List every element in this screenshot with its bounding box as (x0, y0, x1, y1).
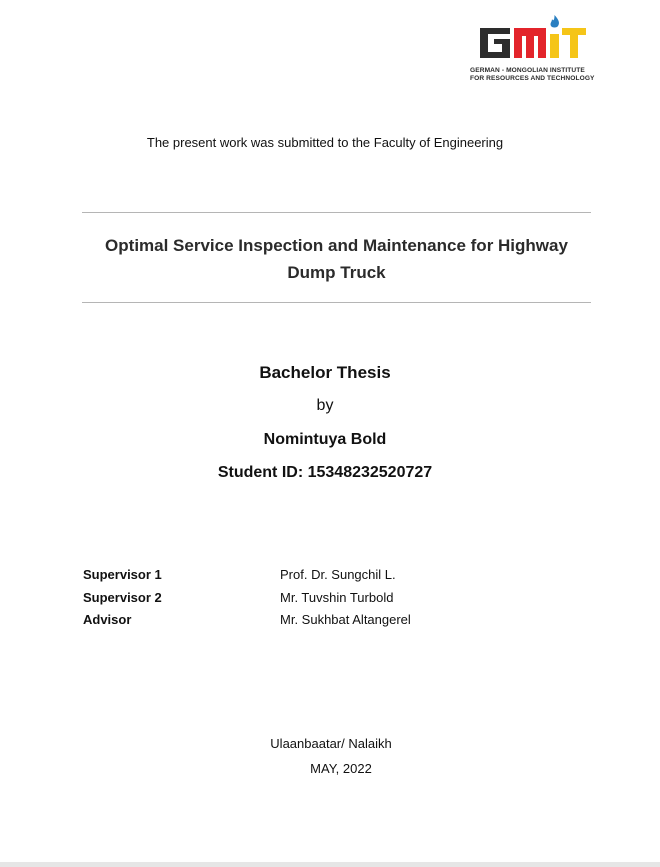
logo-caption-line-2: FOR RESOURCES AND TECHNOLOGY (470, 75, 595, 83)
title-top-divider (82, 212, 591, 213)
advisor-name: Mr. Sukhbat Altangerel (280, 612, 411, 627)
logo-caption-line-1: GERMAN - MONGOLIAN INSTITUTE (470, 67, 585, 74)
advisor-role: Advisor (83, 612, 132, 627)
by-label: by (316, 397, 334, 414)
student-id: Student ID: 15348232520727 (217, 464, 433, 481)
submission-statement: The present work was submitted to the Faculty of Engineering (146, 135, 504, 150)
supervisor-name: Prof. Dr. Sungchil L. (280, 567, 396, 582)
supervisor-name: Mr. Tuvshin Turbold (280, 589, 394, 605)
place: Ulaanbaatar/ Nalaikh (270, 736, 392, 751)
logo-caption (470, 67, 595, 84)
title-bottom-divider (82, 302, 591, 303)
gmit-logo-mark (480, 14, 598, 64)
submission-date: MAY, 2022 (310, 761, 372, 776)
thesis-title: Optimal Service Inspection and Maintenance for Highway Dump Truck (105, 236, 568, 282)
gmit-logo (468, 14, 604, 86)
supervisor-role: Supervisor 1 (83, 567, 162, 582)
degree-label: Bachelor Thesis (259, 363, 391, 382)
page-bottom-edge (0, 862, 660, 867)
supervisor-role: Supervisor 2 (83, 589, 162, 605)
author-name: Nomintuya Bold (263, 431, 387, 448)
